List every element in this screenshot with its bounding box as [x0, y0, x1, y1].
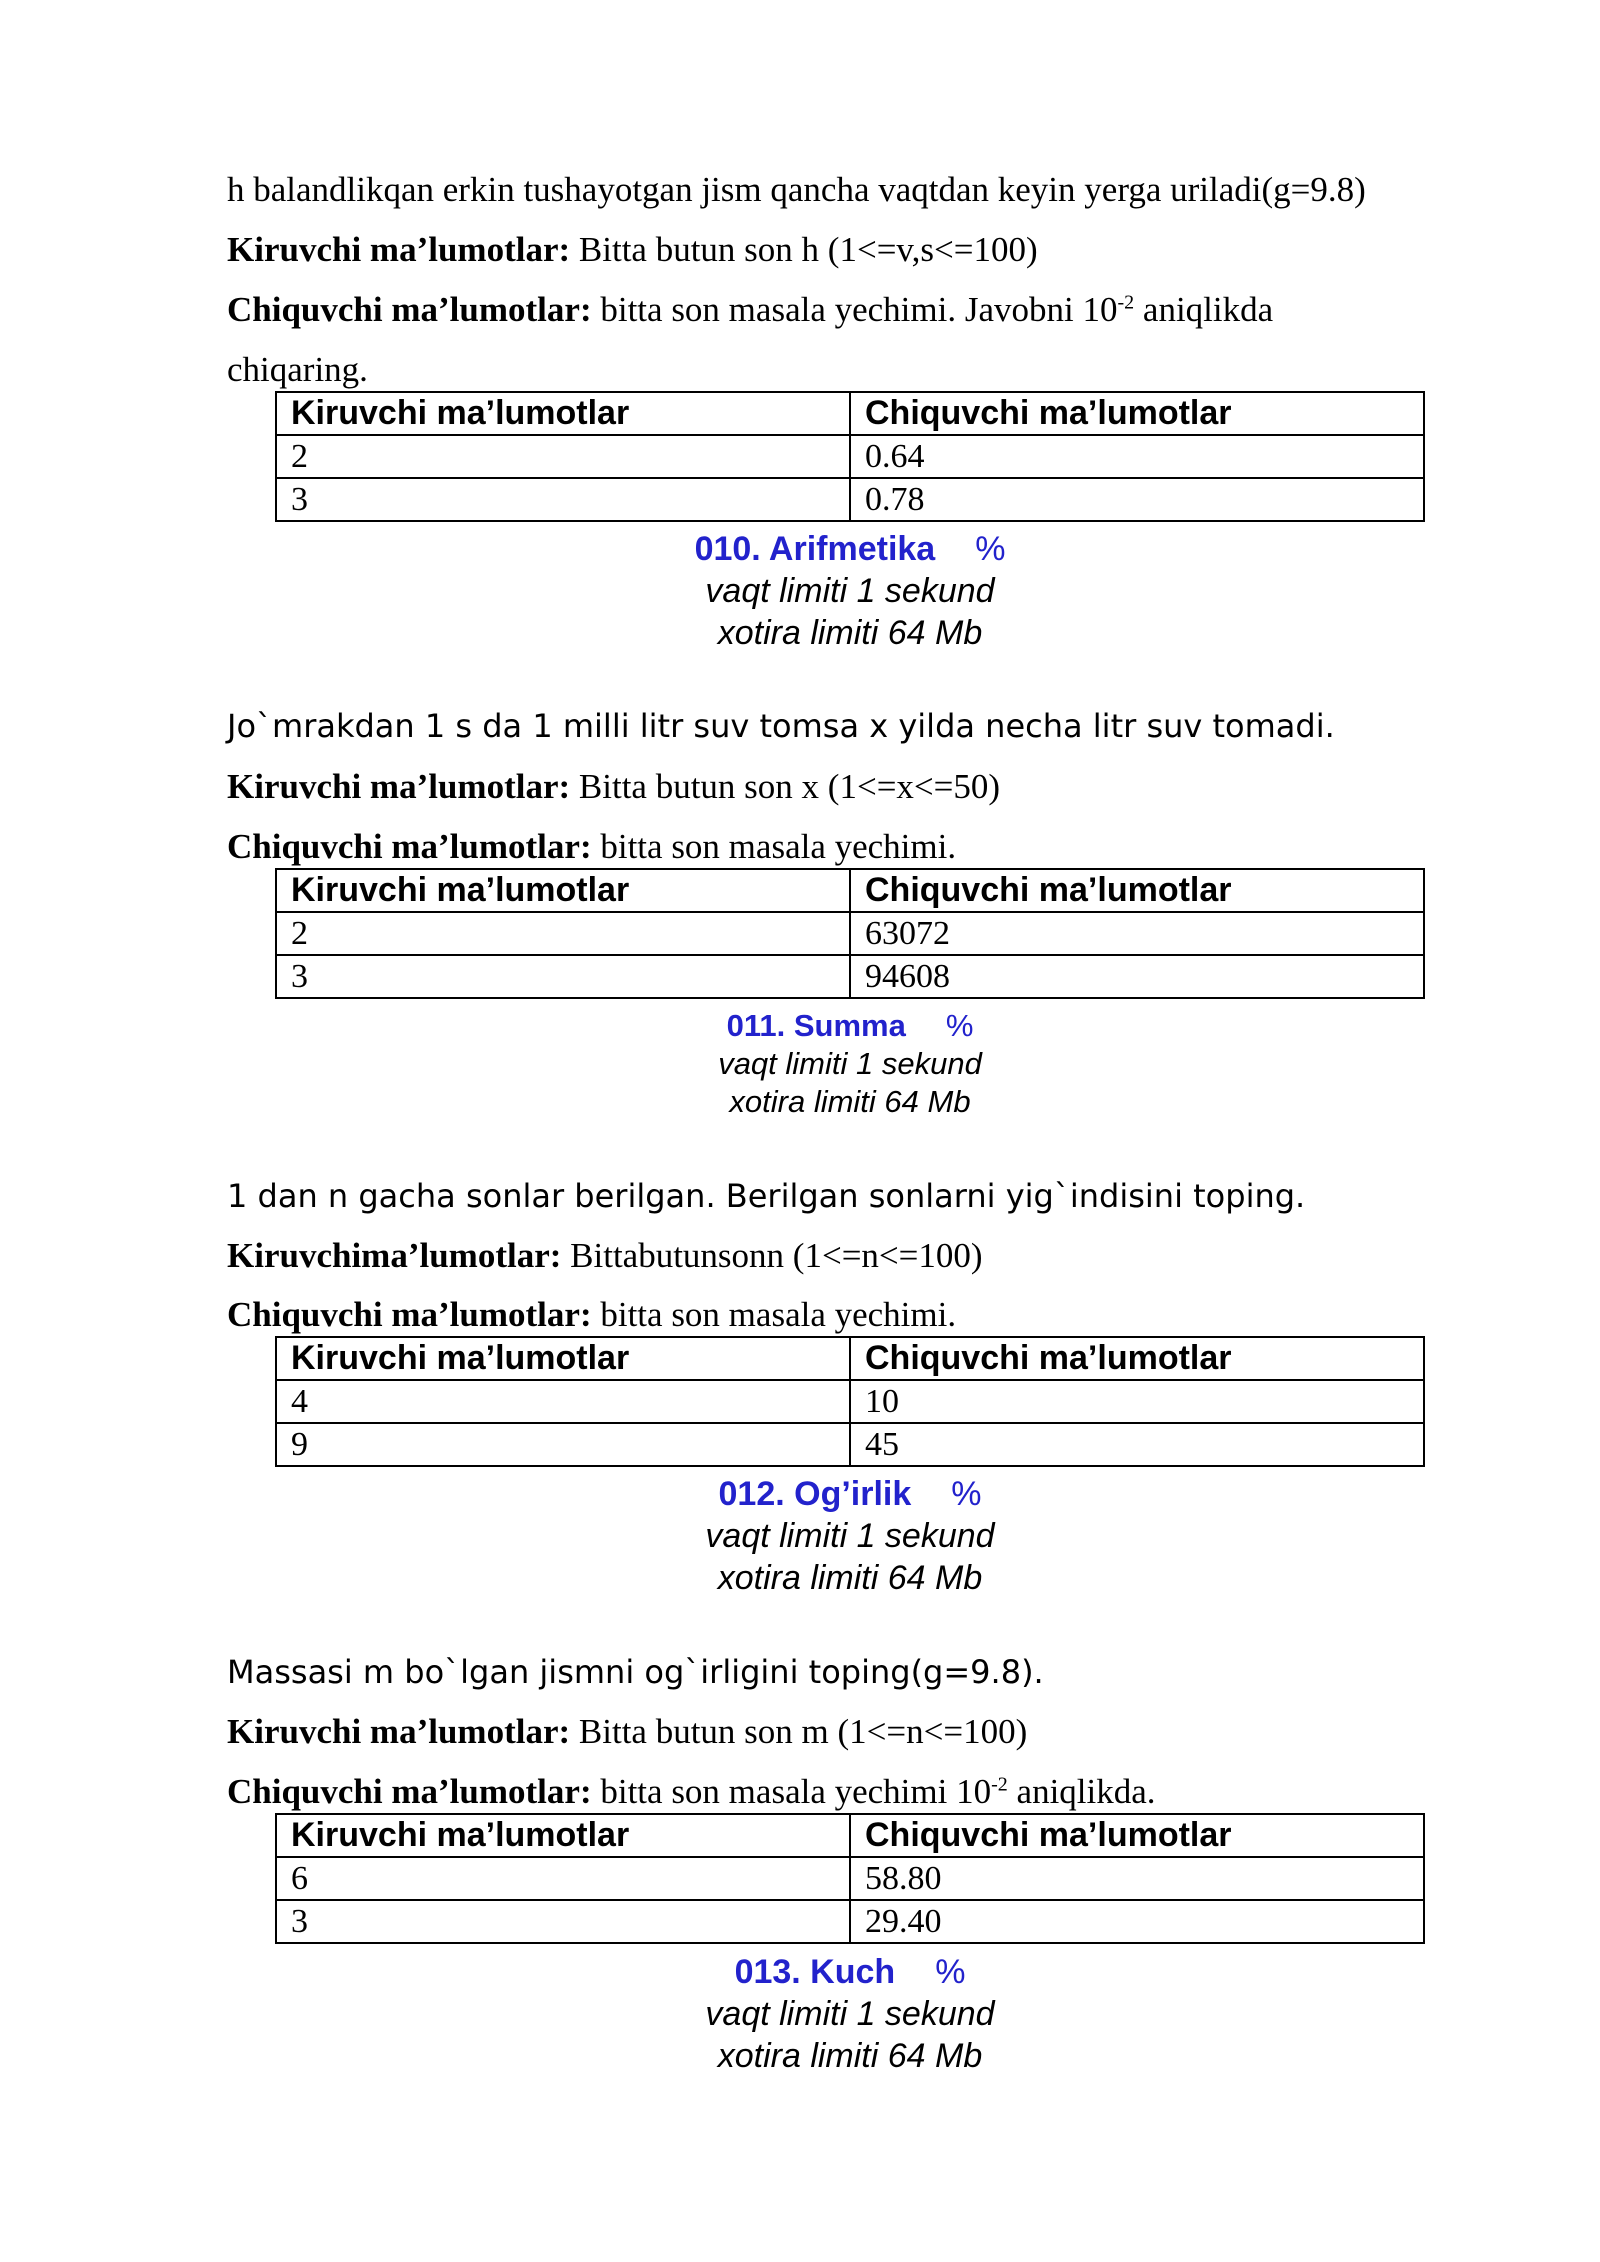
- table-cell: 63072: [850, 912, 1424, 955]
- problem-011-heading: [0, 1007, 1600, 1121]
- problem-title: [0, 528, 1600, 570]
- output-label: Chiquvchi ma’lumotlar:: [227, 290, 592, 329]
- table-header-row: [276, 1814, 1424, 1857]
- table-cell: 4: [276, 1380, 850, 1423]
- problem-012-output: [227, 1770, 1156, 1814]
- time-limit: vaqt limiti 1 sekund: [718, 1046, 982, 1081]
- table-header-input: Kiruvchi ma’lumotlar: [276, 392, 850, 435]
- input-label: Kiruvchi ma’lumotlar:: [227, 767, 571, 806]
- table-header-row: [276, 392, 1424, 435]
- problem-010-input: [227, 765, 1000, 809]
- table-header-output: Chiquvchi ma’lumotlar: [850, 1814, 1424, 1857]
- output-text: bitta son masala yechimi.: [591, 1295, 957, 1334]
- top-problem-statement: h balandlikqan erkin tushayotgan jism qancha vaqtdan keyin yerga uriladi(g=9.8): [227, 170, 1366, 209]
- table-cell: 94608: [850, 955, 1424, 998]
- table-cell: 3: [276, 478, 850, 521]
- output-text-cont: aniqlikda.: [1007, 1772, 1156, 1811]
- input-label: Kiruvchi ma’lumotlar:: [227, 230, 571, 269]
- output-text: bitta son masala yechimi. Javobni 10: [591, 290, 1118, 329]
- memory-limit: xotira limiti 64 Mb: [729, 1084, 971, 1119]
- output-label: Chiquvchi ma’lumotlar:: [227, 1295, 592, 1334]
- table-cell: 58.80: [850, 1857, 1424, 1900]
- output-text-cont: aniqlikda: [1134, 290, 1274, 329]
- output-text: bitta son masala yechimi.: [591, 827, 957, 866]
- table-row: [276, 478, 1424, 521]
- table-cell: 0.78: [850, 478, 1424, 521]
- problem-title: [0, 1951, 1600, 1993]
- problem-percent: %: [975, 530, 1006, 568]
- problem-012-statement: Massasi m bo`lgan jismni og`irligini toping(g=9.8).: [227, 1653, 1044, 1691]
- table-header-row: [276, 1337, 1424, 1380]
- table-row: [276, 435, 1424, 478]
- table-cell: 29.40: [850, 1900, 1424, 1943]
- output-text: bitta son masala yechimi 10: [591, 1772, 992, 1811]
- problem-title-text: 011. Summa: [726, 1008, 906, 1043]
- output-exponent: -2: [1117, 291, 1135, 314]
- table-row: [276, 1857, 1424, 1900]
- problem-012-example-table: [275, 1813, 1425, 1944]
- table-cell: 6: [276, 1857, 850, 1900]
- table-cell: 45: [850, 1423, 1424, 1466]
- time-limit: vaqt limiti 1 sekund: [705, 572, 995, 610]
- table-cell: 10: [850, 1380, 1424, 1423]
- table-cell: 0.64: [850, 435, 1424, 478]
- problem-title: [0, 1007, 1600, 1045]
- output-label: Chiquvchi ma’lumotlar:: [227, 1772, 592, 1811]
- top-problem-output-wrap: chiqaring.: [227, 350, 368, 389]
- table-cell: 2: [276, 435, 850, 478]
- memory-limit: xotira limiti 64 Mb: [717, 1559, 983, 1597]
- time-limit: vaqt limiti 1 sekund: [705, 1517, 995, 1555]
- problem-title-text: 013. Kuch: [734, 1953, 896, 1991]
- input-text: Bitta butun son m (1<=n<=100): [570, 1712, 1028, 1751]
- problem-title-text: 010. Arifmetika: [694, 530, 936, 568]
- table-cell: 2: [276, 912, 850, 955]
- table-row: [276, 1900, 1424, 1943]
- problem-percent: %: [951, 1475, 982, 1513]
- table-row: [276, 1423, 1424, 1466]
- problem-011-statement: 1 dan n gacha sonlar berilgan. Berilgan sonlarni yig`indisini toping.: [227, 1177, 1306, 1215]
- input-text: Bittabutunsonn (1<=n<=100): [561, 1236, 983, 1275]
- table-row: [276, 955, 1424, 998]
- problem-percent: %: [935, 1953, 966, 1991]
- input-text: Bitta butun son h (1<=v,s<=100): [570, 230, 1038, 269]
- problem-010-example-table: [275, 868, 1425, 999]
- table-header-row: [276, 869, 1424, 912]
- table-header-output: Chiquvchi ma’lumotlar: [850, 1337, 1424, 1380]
- table-header-output: Chiquvchi ma’lumotlar: [850, 869, 1424, 912]
- table-row: [276, 912, 1424, 955]
- top-problem-example-table: [275, 391, 1425, 522]
- table-cell: 9: [276, 1423, 850, 1466]
- input-text: Bitta butun son x (1<=x<=50): [570, 767, 1001, 806]
- problem-010-statement: Jo`mrakdan 1 s da 1 milli litr suv tomsa x yilda necha litr suv tomadi.: [227, 707, 1335, 745]
- input-label: Kiruvchi ma’lumotlar:: [227, 1712, 571, 1751]
- table-header-output: Chiquvchi ma’lumotlar: [850, 392, 1424, 435]
- problem-012-input: [227, 1710, 1027, 1754]
- memory-limit: xotira limiti 64 Mb: [717, 2037, 983, 2075]
- table-header-input: Kiruvchi ma’lumotlar: [276, 1337, 850, 1380]
- input-label: Kiruvchima’lumotlar:: [227, 1236, 562, 1275]
- problem-title-text: 012. Og’irlik: [718, 1475, 912, 1513]
- table-row: [276, 1380, 1424, 1423]
- problem-percent: %: [945, 1008, 974, 1043]
- memory-limit: xotira limiti 64 Mb: [717, 614, 983, 652]
- table-cell: 3: [276, 1900, 850, 1943]
- problem-011-input: [227, 1234, 983, 1278]
- problem-title: [0, 1473, 1600, 1515]
- problem-010-output: [227, 825, 956, 869]
- top-problem-input: [227, 228, 1038, 272]
- problem-013-heading: [0, 1951, 1600, 2077]
- output-label: Chiquvchi ma’lumotlar:: [227, 827, 592, 866]
- table-cell: 3: [276, 955, 850, 998]
- problem-011-output: [227, 1293, 956, 1337]
- table-header-input: Kiruvchi ma’lumotlar: [276, 869, 850, 912]
- table-header-input: Kiruvchi ma’lumotlar: [276, 1814, 850, 1857]
- problem-012-heading: [0, 1473, 1600, 1599]
- problem-011-example-table: [275, 1336, 1425, 1467]
- time-limit: vaqt limiti 1 sekund: [705, 1995, 995, 2033]
- output-exponent: -2: [991, 1773, 1008, 1796]
- problem-010-heading: [0, 528, 1600, 654]
- top-problem-output: [227, 288, 1273, 332]
